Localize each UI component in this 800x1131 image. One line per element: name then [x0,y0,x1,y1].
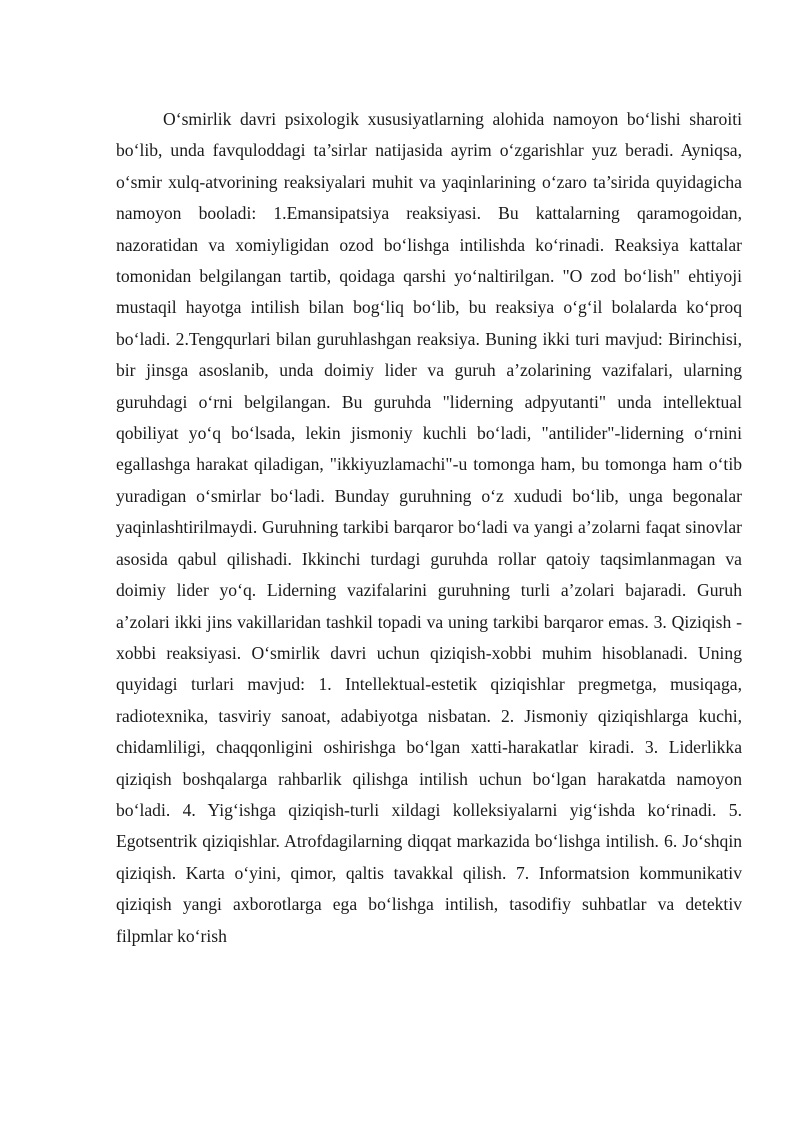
document-page [116,104,742,952]
body-paragraph: O‘smirlik davri psixologik xususiyatlarning alohida namoyon bo‘lishi sharoiti bo‘lib, unda favquloddagi ta’sirlar natijasida ayrim o‘zgarishlar yuz beradi. Ayniqsa, o‘smir xulq-atvorining reaksiyalari muhit va yaqinlarining o‘zaro ta’sirida quyidagicha namoyon booladi: 1.Emansipatsiya reaksiyasi. Bu kattalarning qaramogoidan, nazoratidan va xomiyligidan ozod bo‘lishga intilishda ko‘rinadi. Reaksiya kattalar tomonidan belgilangan tartib, qoidaga qarshi yo‘naltirilgan. "O zod bo‘lish" ehtiyoji mustaqil hayotga intilish bilan bog‘liq bo‘lib, bu reaksiya o‘g‘il bolalarda ko‘proq bo‘ladi. 2.Tengqurlari bilan guruhlashgan reaksiya. Buning ikki turi mavjud: Birinchisi, bir jinsga asoslanib, unda doimiy lider va guruh a’zolarining vazifalari, ularning guruhdagi o‘rni belgilangan. Bu guruhda "liderning adpyutanti" unda intellektual qobiliyat yo‘q bo‘lsada, lekin jismoniy kuchli bo‘ladi, "antilider"-liderning o‘rnini egallashga harakat qiladigan, "ikkiyuzlamachi"-u tomonga ham, bu tomonga ham o‘tib yuradigan o‘smirlar bo‘ladi. Bunday guruhning o‘z xududi bo‘lib, unga begonalar yaqinlashtirilmaydi. Guruhning tarkibi barqaror bo‘ladi va yangi a’zolarni faqat sinovlar asosida qabul qilishadi. Ikkinchi turdagi guruhda rollar qatoiy taqsimlanmagan va doimiy lider yo‘q. Liderning vazifalarini guruhning turli a’zolari bajaradi. Guruh a’zolari ikki jins vakillaridan tashkil topadi va uning tarkibi barqaror emas. 3. Qiziqish - xobbi reaksiyasi. O‘smirlik davri uchun qiziqish-xobbi muhim hisoblanadi. Uning quyidagi turlari mavjud: 1. Intellektual-estetik qiziqishlar pregmetga, musiqaga, radiotexnika, tasviriy sanoat, adabiyotga nisbatan. 2. Jismoniy qiziqishlarga kuchi, chidamliligi, chaqqonligini oshirishga bo‘lgan xatti-harakatlar kiradi. 3. Liderlikka qiziqish boshqalarga rahbarlik qilishga intilish uchun bo‘lgan harakatda namoyon bo‘ladi. 4. Yig‘ishga qiziqish-turli xildagi kolleksiyalarni yig‘ishda ko‘rinadi. 5. Egotsentrik qiziqishlar. Atrofdagilarning diqqat markazida bo‘lishga intilish. 6. Jo‘shqin qiziqish. Karta o‘yini, qimor, qaltis tavakkal qilish. 7. Informatsion kommunikativ qiziqish yangi axborotlarga ega bo‘lishga intilish, tasodifiy suhbatlar va detektiv filpmlar ko‘rish [116,109,742,946]
